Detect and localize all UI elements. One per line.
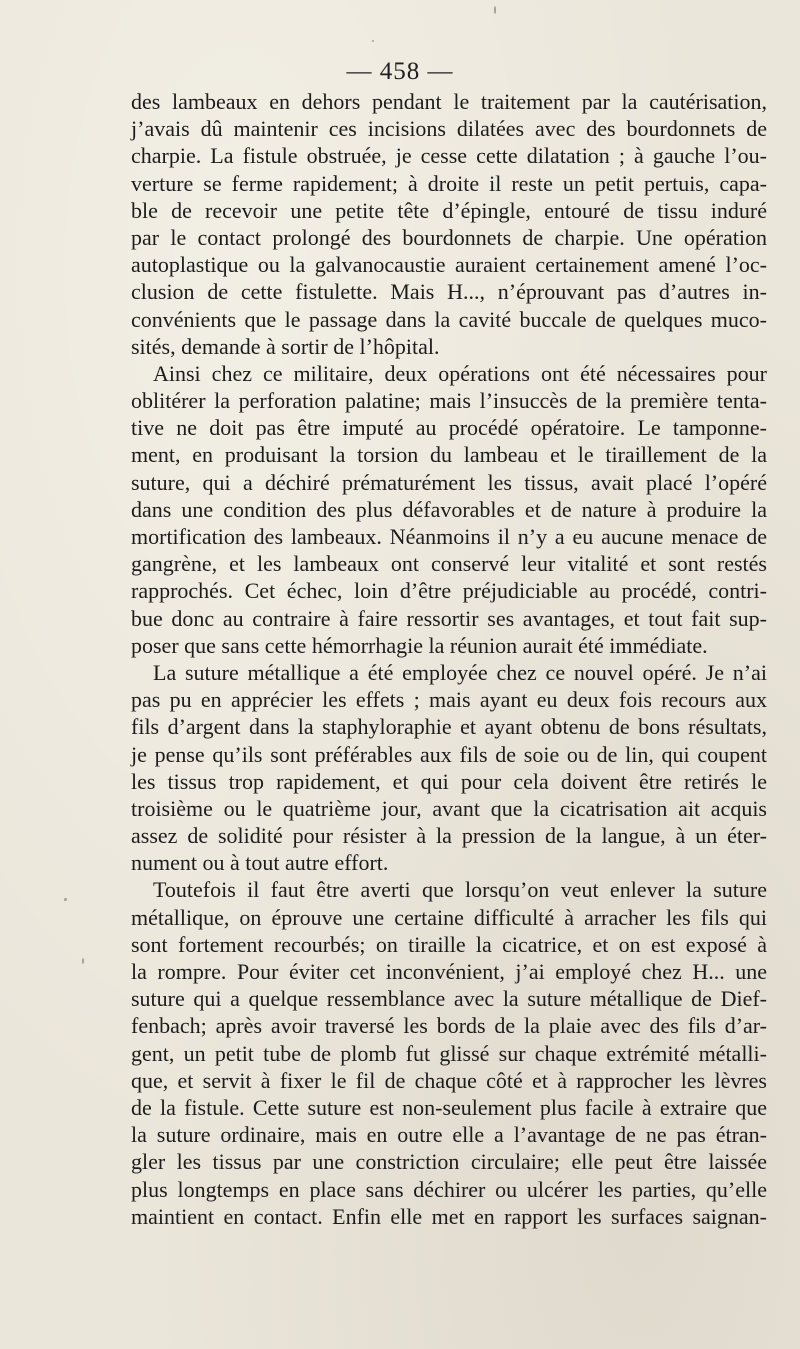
text-line: autoplastique ou la galvanocaustie auraient certainement amené l’oc- [131,252,767,278]
text-line: la suture ordinaire, mais en outre elle a l’avantage de ne pas étran- [131,1122,767,1148]
text-line: Ainsi chez ce militaire, deux opérations ont été nécessaires pour [153,360,767,386]
text-line: mortification des lambeaux. Néanmoins il n’y a eu aucune menace de [131,524,767,549]
text-line: de la fistule. Cette suture est non-seulement plus facile à extraire que [131,1094,767,1120]
text-line: suture, qui a déchiré prématurément les tissus, avait placé l’opéré [131,469,767,495]
text-line: troisième ou le quatrième jour, avant que la cicatrisation ait acquis [131,795,767,821]
text-line: clusion de cette fistulette. Mais H..., n’éprouvant pas d’autres in- [131,279,767,305]
text-line: métallique, on éprouve une certaine difficulté à arracher les fils qui [131,904,767,930]
text-line: tive ne doit pas être imputé au procédé opératoire. Le tamponne- [131,415,767,441]
text-line: pas pu en apprécier les effets ; mais ayant eu deux fois recours aux [131,687,767,713]
text-line: convénients que le passage dans la cavité buccale de quelques muco- [131,306,767,332]
text-line: assez de solidité pour résister à la pression de la langue, à un éter- [131,823,767,849]
text-line: ment, en produisant la torsion du lambeau et le tiraillement de la [131,442,767,468]
body-text [131,88,767,1230]
text-line: fils d’argent dans la staphyloraphie et ayant obtenu de bons résultats, [131,714,767,740]
text-line: oblitérer la perforation palatine; mais l’insuccès de la première tenta- [131,388,767,414]
text-line: je pense qu’ils sont préférables aux fils de soie ou de lin, qui coupent [131,741,767,767]
text-line: poser que sans cette hémorrhagie la réunion aurait été immédiate. [131,632,708,658]
paper-speck [494,6,496,14]
text-line: rapprochés. Cet échec, loin d’être préjudiciable au procédé, contri- [131,578,767,604]
text-line: gent, un petit tube de plomb fut glissé sur chaque extrémité métalli- [131,1040,767,1066]
text-line: bue donc au contraire à faire ressortir ses avantages, et tout fait sup- [131,605,767,631]
text-line: gler les tissus par une constriction circulaire; elle peut être laissée [131,1149,767,1175]
text-line: nument ou à tout autre effort. [131,850,389,876]
text-line: sont fortement recourbés; on tiraille la cicatrice, et on est exposé à [131,931,767,957]
text-line: par le contact prolongé des bourdonnets de charpie. Une opération [131,224,767,250]
text-line: plus longtemps en place sans déchirer ou ulcérer les parties, qu’elle [131,1176,767,1202]
text-line: des lambeaux en dehors pendant le traitement par la cautérisation, [131,89,767,114]
text-line: sités, demande à sortir de l’hôpital. [131,333,440,359]
paper-speck [372,40,374,42]
text-line: verture se ferme rapidement; à droite il reste un petit pertuis, capa- [131,170,767,196]
paper-speck [82,958,84,964]
text-line: dans une condition des plus défavorables et de nature à produire la [131,496,767,522]
text-line: maintient en contact. Enfin elle met en rapport les surfaces saignan- [131,1203,767,1229]
text-line: gangrène, et les lambeaux ont conservé leur vitalité et sont restés [131,551,767,577]
text-line: ble de recevoir une petite tête d’épingle, entouré de tissu induré [131,197,767,223]
text-line: la rompre. Pour éviter cet inconvénient, j’ai employé chez H... une [131,959,767,984]
paper-speck [64,898,67,901]
text-line: les tissus trop rapidement, et qui pour cela doivent être retirés le [131,768,767,794]
text-line: La suture métallique a été employée chez ce nouvel opéré. Je n’ai [153,659,767,685]
text-line: j’avais dû maintenir ces incisions dilatées avec des bourdonnets de [131,116,767,142]
text-line: charpie. La fistule obstruée, je cesse cette dilatation ; à gauche l’ou- [131,143,767,169]
text-line: Toutefois il faut être averti que lorsqu’on veut enlever la suture [153,877,767,903]
paragraph [131,360,767,659]
text-line: suture qui a quelque ressemblance avec la suture métallique de Dief- [131,986,767,1012]
paragraph [131,88,767,360]
paragraph [131,659,767,877]
paragraph [131,876,767,1229]
text-line: que, et servit à fixer le fil de chaque côté et à rapprocher les lèvres [131,1067,767,1093]
text-line: fenbach; après avoir traversé les bords de la plaie avec des fils d’ar- [131,1013,767,1039]
page-number: — 458 — [346,58,454,85]
